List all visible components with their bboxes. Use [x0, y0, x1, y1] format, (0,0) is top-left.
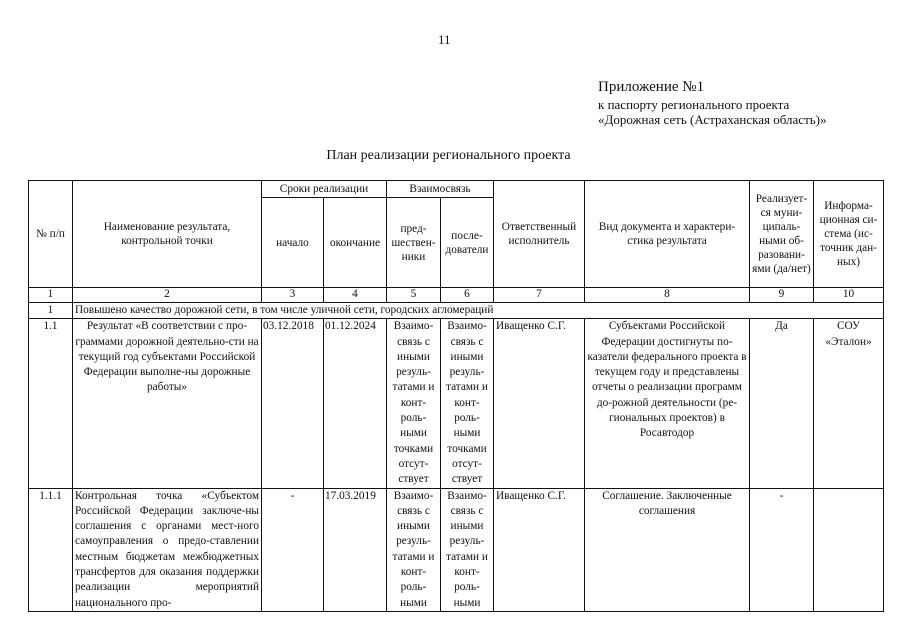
- header-info-system: Информа-ционная си-стема (ис-точник дан-ных): [814, 181, 884, 288]
- row-responsible: Иващенко С.Г.: [494, 488, 585, 611]
- column-number: 1: [29, 288, 73, 303]
- row-num: 1.1.1: [29, 488, 73, 611]
- annex-project-name: «Дорожная сеть (Астраханская область)»: [598, 112, 827, 127]
- header-terms: Сроки реализации: [262, 181, 387, 198]
- annex-subtitle: к паспорту регионального проекта: [598, 97, 790, 112]
- row-responsible: Иващенко С.Г.: [494, 319, 585, 488]
- column-number: 7: [494, 288, 585, 303]
- row-end: 17.03.2019: [324, 488, 387, 611]
- header-name: Наименование результата, контрольной точки: [73, 181, 262, 288]
- header-num: № п/п: [29, 181, 73, 288]
- header-responsible: Ответственный исполнитель: [494, 181, 585, 288]
- row-predecessors: Взаимо-связь с иными резуль-татами и конт-роль-ными точками отсут-ствует: [387, 319, 441, 488]
- table-row: [29, 319, 884, 488]
- header-predecessors: пред-шествен-ники: [387, 198, 441, 288]
- column-number: 10: [814, 288, 884, 303]
- row-info-system: СОУ «Эталон»: [814, 319, 884, 488]
- column-number: 3: [262, 288, 324, 303]
- header-successors: после-дователи: [441, 198, 494, 288]
- row-realized: Да: [750, 319, 814, 488]
- column-number: 9: [750, 288, 814, 303]
- row-start: -: [262, 488, 324, 611]
- column-numbers-row: [29, 288, 884, 303]
- row-successors: Взаимо-связь с иными резуль-татами и конт-роль-ными: [441, 488, 494, 611]
- row-end: 01.12.2024: [324, 319, 387, 488]
- row-predecessors: Взаимо-связь с иными резуль-татами и конт-роль-ными: [387, 488, 441, 611]
- header-realized: Реализует-ся муни-ципаль-ными об-разовани-ями (да/нет): [750, 181, 814, 288]
- row-start: 03.12.2018: [262, 319, 324, 488]
- section-num: 1: [29, 303, 73, 319]
- page-number: 11: [438, 32, 451, 47]
- header-link: Взаимосвязь: [387, 181, 494, 198]
- column-number: 4: [324, 288, 387, 303]
- row-successors: Взаимо-связь с иными резуль-татами и конт-роль-ными точками отсут-ствует: [441, 319, 494, 488]
- column-number: 5: [387, 288, 441, 303]
- annex-block: [598, 80, 827, 127]
- row-document: Соглашение. Заключенные соглашения: [585, 488, 750, 611]
- section-row: [29, 303, 884, 319]
- header-document: Вид документа и характери-стика результата: [585, 181, 750, 288]
- row-num: 1.1: [29, 319, 73, 488]
- row-realized: -: [750, 488, 814, 611]
- annex-title: Приложение №1: [598, 79, 705, 95]
- section-text: Повышено качество дорожной сети, в том числе уличной сети, городских агломераций: [73, 303, 884, 319]
- column-number: 2: [73, 288, 262, 303]
- row-info-system: [814, 488, 884, 611]
- row-document: Субъектами Российской Федерации достигнуты по-казатели федерального проекта в текущем году и представлены отчеты о реализации программ до-рожной деятельности (ре-гиональных проектов) в Росавтодор: [585, 319, 750, 488]
- plan-table: [28, 180, 884, 612]
- row-name: Контрольная точка «Субъектом Российской Федерации заключе-ны соглашения с органами мест-ного самоуправления о предо-ставлении местным бюджетам межбюджетных трансфертов для оказания поддержки реализации мероприятий национального про-: [73, 488, 262, 611]
- plan-title: План реализации регионального проекта: [326, 148, 571, 163]
- table-row: [29, 488, 884, 611]
- column-number: 6: [441, 288, 494, 303]
- column-number: 8: [585, 288, 750, 303]
- header-start: начало: [262, 198, 324, 288]
- row-name: Результат «В соответствии с про-граммами дорожной деятельно-сти на текущий год субъектами Российской Федерации выполне-ны дорожные работы»: [73, 319, 262, 488]
- header-end: окончание: [324, 198, 387, 288]
